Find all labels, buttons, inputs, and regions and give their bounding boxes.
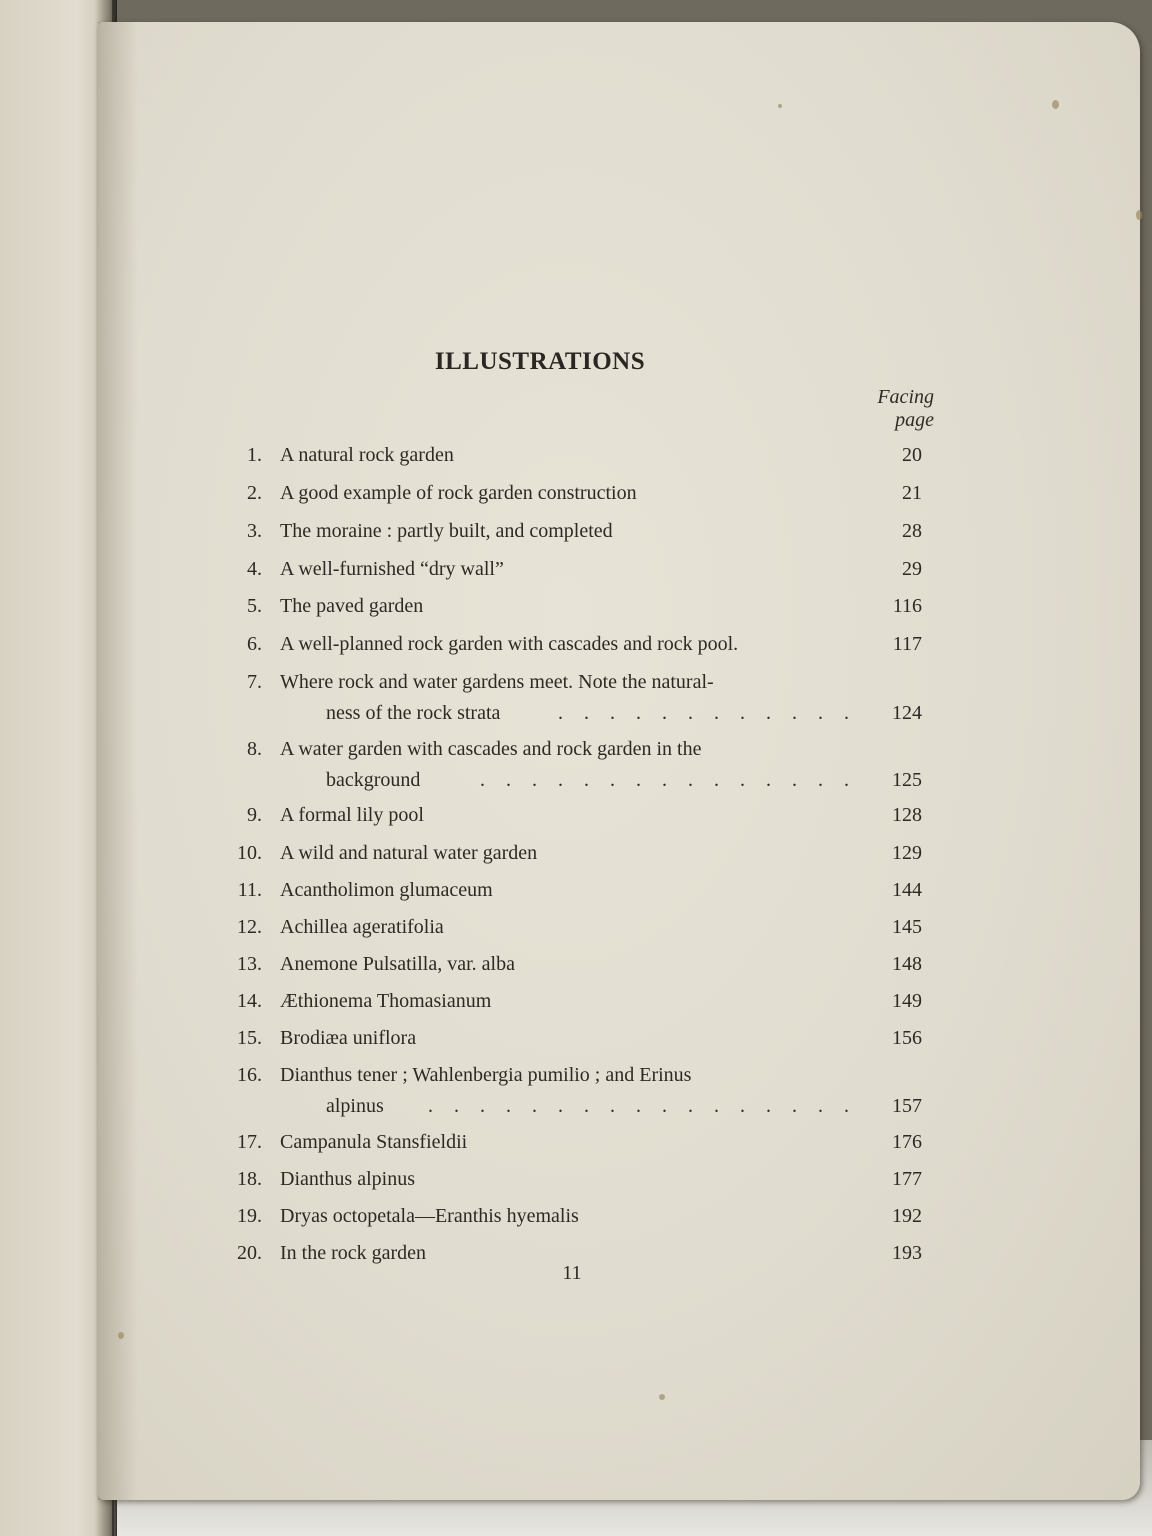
item-title: A well-furnished “dry wall”: [280, 558, 504, 580]
item-number: 3.: [247, 520, 262, 542]
item-number: 5.: [247, 595, 262, 617]
item-title: A wild and natural water garden: [280, 842, 538, 864]
item-title-continued: alpinus: [326, 1095, 384, 1117]
item-number: 4.: [247, 558, 262, 580]
list-item: [228, 912, 922, 942]
list-item: [228, 1164, 922, 1194]
item-title: Where rock and water gardens meet. Note the natural-: [280, 671, 714, 693]
list-item: [228, 838, 922, 868]
item-number: 1.: [247, 444, 262, 466]
item-page-number: 117: [892, 633, 922, 655]
item-title: Dryas octopetala—Eranthis hyemalis: [280, 1205, 579, 1227]
item-title: In the rock garden: [280, 1242, 427, 1264]
item-number: 11.: [237, 879, 262, 901]
item-title: The paved garden: [280, 595, 424, 617]
item-page-number: 124: [892, 702, 922, 724]
item-number: 6.: [247, 633, 262, 655]
item-page-number: 176: [892, 1131, 922, 1153]
list-item: [228, 478, 922, 508]
list-item: [228, 1201, 922, 1231]
item-number: 16.: [237, 1064, 262, 1086]
page-title: ILLUSTRATIONS: [434, 348, 646, 375]
item-title: Dianthus tener ; Wahlenbergia pumilio ; and Erinus: [280, 1064, 692, 1086]
item-title: A water garden with cascades and rock garden in the: [280, 738, 702, 760]
page-number: 11: [562, 1262, 582, 1284]
item-page-number: 125: [892, 769, 922, 791]
list-item: [228, 1127, 922, 1157]
item-number: 14.: [237, 990, 262, 1012]
list-item: [228, 629, 922, 659]
item-page-number: 129: [892, 842, 922, 864]
dot-leader: ...............: [480, 769, 870, 791]
list-item: [228, 800, 922, 830]
item-page-number: 144: [892, 879, 922, 901]
item-page-number: 149: [892, 990, 922, 1012]
dot-leader: .................: [428, 1095, 870, 1117]
item-number: 19.: [237, 1205, 262, 1227]
item-title: Acantholimon glumaceum: [280, 879, 493, 901]
dot-leader: ............: [558, 702, 870, 724]
item-page-number: 193: [892, 1242, 922, 1264]
item-number: 12.: [237, 916, 262, 938]
list-item: [228, 1023, 922, 1053]
item-title-continued: background: [326, 769, 421, 791]
item-title-continued: ness of the rock strata: [326, 702, 501, 724]
item-page-number: 192: [892, 1205, 922, 1227]
item-page-number: 157: [892, 1095, 922, 1117]
item-title: A well-planned rock garden with cascades and rock pool.: [280, 633, 739, 655]
item-title: Dianthus alpinus: [280, 1168, 415, 1190]
item-number: 17.: [237, 1131, 262, 1153]
item-title: The moraine : partly built, and completed: [280, 520, 613, 542]
item-number: 15.: [237, 1027, 262, 1049]
list-item: [228, 986, 922, 1016]
item-title: A formal lily pool: [280, 804, 424, 826]
list-item: [228, 875, 922, 905]
list-item: [228, 440, 922, 470]
item-title: Achillea ageratifolia: [280, 916, 444, 938]
column-header-line2: page: [895, 409, 934, 431]
item-number: 13.: [237, 953, 262, 975]
item-title: A natural rock garden: [280, 444, 454, 466]
item-page-number: 21: [902, 482, 922, 504]
item-page-number: 145: [892, 916, 922, 938]
list-item: [228, 667, 922, 729]
list-item: [228, 554, 922, 584]
item-number: 9.: [247, 804, 262, 826]
item-title: Anemone Pulsatilla, var. alba: [280, 953, 515, 975]
list-item: [228, 516, 922, 546]
list-item: [228, 734, 922, 796]
item-number: 10.: [237, 842, 262, 864]
item-page-number: 177: [892, 1168, 922, 1190]
item-page-number: 28: [902, 520, 922, 542]
column-header-line1: Facing: [877, 386, 934, 408]
item-title: A good example of rock garden construction: [280, 482, 637, 504]
item-title: Brodiæa uniflora: [280, 1027, 417, 1049]
list-item: [228, 1060, 922, 1122]
item-number: 8.: [247, 738, 262, 760]
item-page-number: 116: [892, 595, 922, 617]
item-page-number: 156: [892, 1027, 922, 1049]
item-title: Campanula Stansfieldii: [280, 1131, 468, 1153]
item-number: 2.: [247, 482, 262, 504]
item-page-number: 148: [892, 953, 922, 975]
list-item: [228, 591, 922, 621]
item-title: Æthionema Thomasianum: [280, 990, 492, 1012]
item-number: 7.: [247, 671, 262, 693]
item-number: 20.: [237, 1242, 262, 1264]
list-item: [228, 949, 922, 979]
item-number: 18.: [237, 1168, 262, 1190]
item-page-number: 29: [902, 558, 922, 580]
item-page-number: 20: [902, 444, 922, 466]
item-page-number: 128: [892, 804, 922, 826]
